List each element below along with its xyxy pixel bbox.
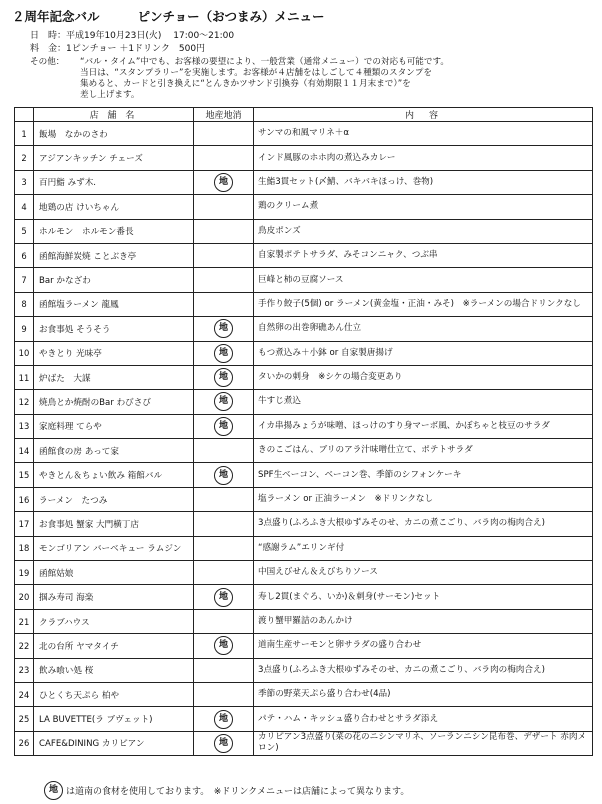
local-cell <box>194 268 254 292</box>
local-badge-icon: 地 <box>214 636 233 655</box>
menu-description: 生鮨3貫セット(〆鯖、バキバキほっけ、巻物) <box>254 170 593 194</box>
header-no <box>15 108 34 122</box>
info-datetime-value: 平成19年10月23日(火) 17:00～21:00 <box>66 31 235 41</box>
local-cell <box>194 682 254 706</box>
row-number: 1 <box>15 122 34 146</box>
table-row <box>15 341 593 365</box>
row-number: 11 <box>15 365 34 389</box>
page-title <box>12 7 325 25</box>
menu-description: イカ串揚みょうが味噌、ほっけのすり身マーボ風、かぼちゃと枝豆のサラダ <box>254 414 593 438</box>
local-cell <box>194 146 254 170</box>
local-cell <box>194 195 254 219</box>
shop-name: お食事処 蟹家 大門横丁店 <box>34 512 194 536</box>
menu-description: 塩ラーメン or 正油ラーメン ※ドリンクなし <box>254 487 593 511</box>
footer-text: は道南の食材を使用しております。 ※ドリンクメニューは店舗によって異なります。 <box>66 787 410 797</box>
local-cell <box>194 463 254 487</box>
table-row <box>15 292 593 316</box>
table-row <box>15 365 593 389</box>
row-number: 19 <box>15 561 34 585</box>
menu-description: 手作り餃子(5個) or ラーメン(黄金塩・正油・みそ) ※ラーメンの場合ドリンクなし <box>254 292 593 316</box>
table-row <box>15 512 593 536</box>
note-line: 当日は、“スタンプラリー”を実施します。お客様が４店舗をはしごして４種類のスタンプを <box>80 68 432 78</box>
local-cell <box>194 439 254 463</box>
shop-name: ラーメン たつみ <box>34 487 194 511</box>
row-number: 6 <box>15 243 34 267</box>
table-row <box>15 487 593 511</box>
local-cell <box>194 292 254 316</box>
menu-description: 中国えびせん＆えびちりソース <box>254 561 593 585</box>
shop-name: 函館塩ラーメン 龍鳳 <box>34 292 194 316</box>
table-row <box>15 390 593 414</box>
notes-lines <box>80 57 449 101</box>
row-number: 9 <box>15 317 34 341</box>
local-cell <box>194 512 254 536</box>
info-price <box>30 44 205 55</box>
menu-description: タいかの刺身 ※シケの場合変更あり <box>254 365 593 389</box>
menu-description: 自然卵の出巻卵礁あん仕立 <box>254 317 593 341</box>
header-desc: 内 容 <box>254 108 593 122</box>
row-number: 22 <box>15 634 34 658</box>
shop-name: ひとくち天ぷら 柏や <box>34 682 194 706</box>
local-cell <box>194 487 254 511</box>
menu-description: 道南生産サーモンと卵サラダの盛り合わせ <box>254 634 593 658</box>
table-row <box>15 219 593 243</box>
shop-name: 地鶏の店 けいちゃん <box>34 195 194 219</box>
shop-name: クラブハウス <box>34 609 194 633</box>
table-row <box>15 268 593 292</box>
table-row <box>15 170 593 194</box>
local-cell <box>194 658 254 682</box>
shop-name: ホルモン ホルモン番長 <box>34 219 194 243</box>
menu-description: サンマの和風マリネ＋α <box>254 122 593 146</box>
local-cell <box>194 390 254 414</box>
menu-description: 寿し2貫(まぐろ、いか)＆刺身(サーモン)セット <box>254 585 593 609</box>
local-cell <box>194 170 254 194</box>
row-number: 23 <box>15 658 34 682</box>
table-row <box>15 561 593 585</box>
row-number: 3 <box>15 170 34 194</box>
row-number: 24 <box>15 682 34 706</box>
local-badge-icon: 地 <box>214 368 233 387</box>
table-row <box>15 707 593 731</box>
row-number: 13 <box>15 414 34 438</box>
row-number: 12 <box>15 390 34 414</box>
row-number: 15 <box>15 463 34 487</box>
row-number: 5 <box>15 219 34 243</box>
local-badge-icon: 地 <box>214 392 233 411</box>
local-cell <box>194 414 254 438</box>
local-badge-icon: 地 <box>214 173 233 192</box>
row-number: 18 <box>15 536 34 560</box>
shop-name: 北の台所 ヤマタイチ <box>34 634 194 658</box>
menu-description: カリピアン3点盛り(菜の花のニシンマリネ、ソーランニシン昆布巻、デザート 赤肉メロン) <box>254 731 593 755</box>
table-header-row <box>15 108 593 122</box>
local-cell <box>194 317 254 341</box>
header-name: 店 舗 名 <box>34 108 194 122</box>
local-badge-icon: 地 <box>214 319 233 338</box>
note-line: “バル・タイム”中でも、お客様の要望により、一般営業（通常メニュー）での対応も可能です。 <box>80 57 449 67</box>
menu-description: “感謝ラム”エリンギ付 <box>254 536 593 560</box>
menu-description: 3点盛り(ふろふき大根ゆずみそのせ、カニの煮こごり、バラ肉の梅肉合え) <box>254 658 593 682</box>
shop-name: LA BUVETTE(ラ ブヴェット) <box>34 707 194 731</box>
local-badge-icon: 地 <box>214 710 233 729</box>
row-number: 21 <box>15 609 34 633</box>
menu-description: きのこごはん、ブリのアラ汁味噌仕立て、ポテトサラダ <box>254 439 593 463</box>
footer-note <box>48 784 409 797</box>
menu-table <box>14 107 593 756</box>
shop-name: 飯場 なかのさわ <box>34 122 194 146</box>
info-price-value: 1ピンチョー ＋1ドリンク 500円 <box>66 44 206 54</box>
shop-name: 百円鮨 みず木. <box>34 170 194 194</box>
local-badge-icon: 地 <box>214 344 233 363</box>
header-local: 地産地消 <box>194 108 254 122</box>
shop-name: Bar かなざわ <box>34 268 194 292</box>
shop-name: 函館食の房 あって家 <box>34 439 194 463</box>
row-number: 2 <box>15 146 34 170</box>
title-sub: ピンチョー（おつまみ）メニュー <box>137 9 325 24</box>
menu-description: 牛すじ煮込 <box>254 390 593 414</box>
info-datetime-label: 日 時： <box>30 31 67 41</box>
menu-description: もつ煮込み＋小鉢 or 自家製唐揚げ <box>254 341 593 365</box>
shop-name: モンゴリアン バーベキュー ラムジン <box>34 536 194 560</box>
shop-name: 掴み寿司 海楽 <box>34 585 194 609</box>
table-row <box>15 317 593 341</box>
menu-description: 渡り蟹甲羅詰のあんかけ <box>254 609 593 633</box>
local-cell <box>194 122 254 146</box>
row-number: 14 <box>15 439 34 463</box>
row-number: 8 <box>15 292 34 316</box>
shop-name: CAFE&DINING カリピアン <box>34 731 194 755</box>
local-cell <box>194 609 254 633</box>
notes-label: その他： <box>30 57 65 67</box>
menu-description: 鶏のクリーム煮 <box>254 195 593 219</box>
table-row <box>15 658 593 682</box>
table-row <box>15 414 593 438</box>
table-row <box>15 243 593 267</box>
shop-name: 函館姑娘 <box>34 561 194 585</box>
shop-name: 焼鳥とか焼酎のBar わびさび <box>34 390 194 414</box>
local-cell <box>194 219 254 243</box>
local-badge-icon: 地 <box>214 588 233 607</box>
table-row <box>15 609 593 633</box>
local-cell <box>194 365 254 389</box>
note-line: 差し上げます。 <box>80 90 140 100</box>
menu-description: 季節の野菜天ぷら盛り合わせ(4品) <box>254 682 593 706</box>
menu-description: 3点盛り(ふろふき大根ゆずみそのせ、カニの煮こごり、バラ肉の梅肉合え) <box>254 512 593 536</box>
menu-description: 巨峰と柿の豆腐ソース <box>254 268 593 292</box>
shop-name: お食事処 そうそう <box>34 317 194 341</box>
menu-description: SPF生ベーコン、ベーコン巻、季節のシフォンケーキ <box>254 463 593 487</box>
shop-name: 炉ばた 大謀 <box>34 365 194 389</box>
table-row <box>15 634 593 658</box>
local-badge-icon: 地 <box>214 417 233 436</box>
local-badge-icon: 地 <box>214 466 233 485</box>
table-row <box>15 731 593 755</box>
shop-name: やきとり 光味亭 <box>34 341 194 365</box>
local-badge-icon: 地 <box>44 781 63 800</box>
table-row <box>15 682 593 706</box>
row-number: 20 <box>15 585 34 609</box>
table-row <box>15 463 593 487</box>
row-number: 16 <box>15 487 34 511</box>
shop-name: 函館海鮮炭焼 ことぶき亭 <box>34 243 194 267</box>
local-cell <box>194 561 254 585</box>
menu-description: 鳥皮ポンズ <box>254 219 593 243</box>
local-cell <box>194 243 254 267</box>
shop-name: アジアンキッチン チェーズ <box>34 146 194 170</box>
local-cell <box>194 731 254 755</box>
local-cell <box>194 585 254 609</box>
menu-description: パテ・ハム・キッシュ盛り合わせとサラダ添え <box>254 707 593 731</box>
table-row <box>15 439 593 463</box>
table-row <box>15 146 593 170</box>
row-number: 25 <box>15 707 34 731</box>
menu-description: 自家製ポテトサラダ、みそコンニャク、つぶ串 <box>254 243 593 267</box>
info-datetime <box>30 31 234 42</box>
row-number: 10 <box>15 341 34 365</box>
row-number: 4 <box>15 195 34 219</box>
row-number: 26 <box>15 731 34 755</box>
title-main: ２周年記念バル <box>12 9 100 24</box>
local-cell <box>194 341 254 365</box>
menu-description: インド風豚のホホ肉の煮込みカレー <box>254 146 593 170</box>
table-row <box>15 122 593 146</box>
shop-name: やきとん＆ちょい飲み 箱館バル <box>34 463 194 487</box>
table-row <box>15 585 593 609</box>
local-cell <box>194 634 254 658</box>
row-number: 17 <box>15 512 34 536</box>
local-cell <box>194 536 254 560</box>
info-price-label: 料 金： <box>30 44 67 54</box>
local-cell <box>194 707 254 731</box>
table-row <box>15 195 593 219</box>
shop-name: 飲み喰い処 桜 <box>34 658 194 682</box>
local-badge-icon: 地 <box>214 734 233 753</box>
shop-name: 家庭料理 てらや <box>34 414 194 438</box>
table-row <box>15 536 593 560</box>
row-number: 7 <box>15 268 34 292</box>
note-line: 集めると、カードと引き換えに“とんきかツサンド引換券（有効期限１１月末まで）”を <box>80 79 411 89</box>
